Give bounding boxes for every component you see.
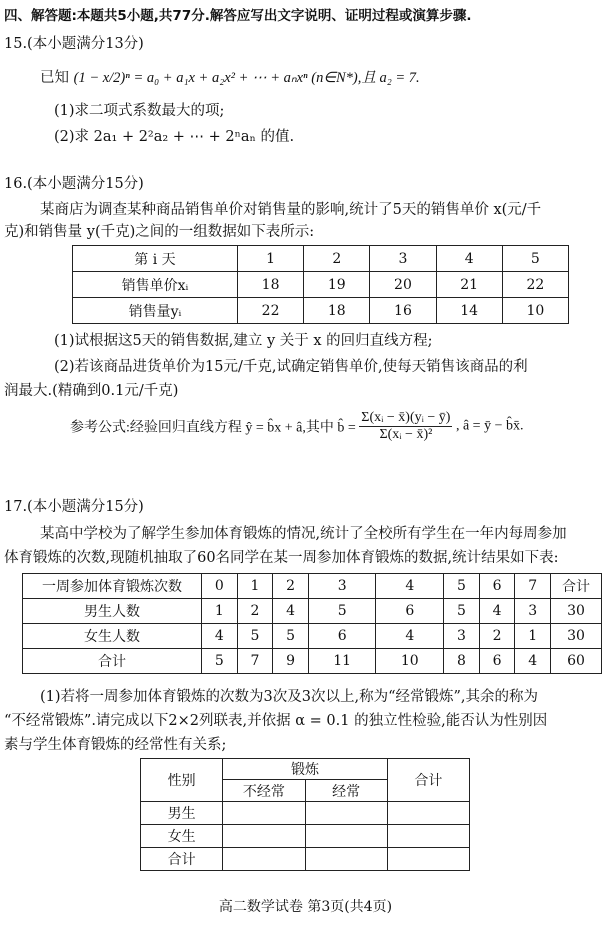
q16-intro-2: 克)和销售量 y(千克)之间的一组数据如下表所示: [4, 224, 315, 240]
q16-cell: 4 [436, 246, 502, 272]
q16-part2-b: 润最大.(精确到0.1元/千克) [4, 383, 179, 399]
q17-table-row [23, 574, 602, 599]
q17-cell: 5 [444, 599, 480, 624]
q17-row-label: 合计 [23, 649, 202, 674]
q16-part2-a: (2)若该商品进货单价为15元/千克,试确定销售单价,使每天销售该商品的利 [54, 359, 528, 375]
ct-header-total: 合计 [387, 759, 469, 802]
ct-cell [387, 848, 469, 871]
q17-cell: 4 [479, 599, 515, 624]
q17-cell: 5 [308, 599, 376, 624]
q17-cell: 3 [444, 624, 480, 649]
q17-cell: 5 [237, 624, 273, 649]
q17-cell: 8 [444, 649, 480, 674]
page-footer: 高二数学试卷 第3页(共4页) [218, 899, 393, 915]
ct-row-total: 合计 [141, 848, 223, 871]
ct-row-male: 男生 [141, 802, 223, 825]
q17-header: 17.(本小题满分15分) [4, 499, 144, 515]
q17-cell: 30 [551, 624, 602, 649]
formula-prefix: 参考公式:经验回归直线方程 ŷ = b̂x + â,其中 b̂ = [70, 420, 356, 436]
q16-cell: 18 [304, 298, 370, 324]
q16-cell: 16 [370, 298, 436, 324]
q16-cell: 5 [502, 246, 568, 272]
formula-suffix: , â = ȳ − b̂x̄. [455, 418, 524, 434]
q16-cell: 21 [436, 272, 502, 298]
formula-denominator: Σ(xᵢ − x̄)² [379, 427, 433, 442]
q17-cell: 7 [237, 649, 273, 674]
q17-cell: 5 [273, 624, 309, 649]
q17-cell: 4 [376, 574, 444, 599]
q17-row-label: 一周参加体育锻炼次数 [23, 574, 202, 599]
ct-header-exercise: 锻炼 [223, 759, 388, 780]
q16-cell: 10 [502, 298, 568, 324]
q15-header: 15.(本小题满分13分) [4, 36, 144, 52]
ct-cell [305, 848, 387, 871]
q16-cell: 2 [304, 246, 370, 272]
q17-cell: 7 [515, 574, 551, 599]
q17-cell: 1 [202, 599, 238, 624]
q17-table-row [23, 599, 602, 624]
q17-intro-2: 体育锻炼的次数,现随机抽取了60名同学在某一周参加体育锻炼的数据,统计结果如下表: [4, 550, 559, 566]
q15-stem [40, 68, 420, 88]
q15-stem-prefix: 已知 [40, 70, 69, 86]
q16-cell: 19 [304, 272, 370, 298]
q16-part1: (1)试根据这5天的销售数据,建立 y 关于 x 的回归直线方程; [54, 333, 433, 349]
q17-cell: 3 [515, 599, 551, 624]
q17-part1-c: 素与学生体育锻炼的经常性有关系; [4, 737, 227, 753]
ct-cell [305, 802, 387, 825]
q17-cell: 6 [308, 624, 376, 649]
formula-numerator: Σ(xᵢ − x̄)(yᵢ − ȳ) [361, 410, 451, 425]
q15-stem-expr: (1 − x/2)ⁿ = a₀ + a₁x + a₂x² + ⋯ + aₙxⁿ (n∈N*),且 a₂ = 7. [73, 70, 420, 86]
q17-row-label: 男生人数 [23, 599, 202, 624]
ct-cell [387, 802, 469, 825]
ct-cell [223, 825, 305, 848]
q17-table-row [23, 649, 602, 674]
q16-cell: 22 [502, 272, 568, 298]
q16-table-row [73, 298, 569, 324]
q17-cell: 4 [273, 599, 309, 624]
ct-cell [223, 848, 305, 871]
section-title: 四、解答题:本题共5小题,共77分.解答应写出文字说明、证明过程或演算步骤. [4, 8, 472, 24]
q17-cell: 合计 [551, 574, 602, 599]
q15-part2: (2)求 2a₁ + 2²a₂ + ⋯ + 2ⁿaₙ 的值. [54, 129, 295, 145]
q17-cell: 2 [237, 599, 273, 624]
q17-cell: 5 [202, 649, 238, 674]
q17-cell: 11 [308, 649, 376, 674]
q17-cell: 0 [202, 574, 238, 599]
q17-intro-1: 某高中学校为了解学生参加体育锻炼的情况,统计了全校所有学生在一年内每周参加 [40, 526, 567, 542]
q16-cell: 3 [370, 246, 436, 272]
q17-cell: 30 [551, 599, 602, 624]
q16-row-label: 销售单价xᵢ [73, 272, 238, 298]
q16-cell: 18 [238, 272, 304, 298]
q17-cell: 10 [376, 649, 444, 674]
q16-table-row [73, 246, 569, 272]
q17-part1-a: (1)若将一周参加体育锻炼的次数为3次及3次以上,称为“经常锻炼”,其余的称为 [40, 689, 539, 705]
q16-reference-formula [70, 410, 523, 443]
q16-cell: 14 [436, 298, 502, 324]
q15-part1: (1)求二项式系数最大的项; [54, 103, 225, 119]
formula-fraction [359, 410, 452, 443]
q16-row-label: 第 i 天 [73, 246, 238, 272]
ct-header-often: 经常 [305, 780, 387, 802]
q17-cell: 2 [273, 574, 309, 599]
ct-header-not-often: 不经常 [223, 780, 305, 802]
q17-cell: 4 [376, 624, 444, 649]
q17-cell: 1 [515, 624, 551, 649]
q17-cell: 4 [202, 624, 238, 649]
ct-row-female: 女生 [141, 825, 223, 848]
q16-data-table [72, 245, 569, 324]
ct-cell [305, 825, 387, 848]
q17-cell: 5 [444, 574, 480, 599]
ct-cell [223, 802, 305, 825]
q17-table-row [23, 624, 602, 649]
q17-cell: 6 [479, 574, 515, 599]
q16-intro-1: 某商店为调查某种商品销售单价对销售量的影响,统计了5天的销售单价 x(元/千 [40, 202, 542, 218]
ct-header-gender: 性别 [141, 759, 223, 802]
q17-cell: 6 [376, 599, 444, 624]
contingency-table [140, 758, 470, 871]
q17-cell: 6 [479, 649, 515, 674]
q16-row-label: 销售量yᵢ [73, 298, 238, 324]
q16-cell: 22 [238, 298, 304, 324]
q17-cell: 1 [237, 574, 273, 599]
q17-data-table [22, 573, 602, 674]
q17-cell: 3 [308, 574, 376, 599]
q16-cell: 20 [370, 272, 436, 298]
q16-table-row [73, 272, 569, 298]
q16-cell: 1 [238, 246, 304, 272]
q16-header: 16.(本小题满分15分) [4, 176, 144, 192]
q17-cell: 60 [551, 649, 602, 674]
ct-cell [387, 825, 469, 848]
q17-cell: 4 [515, 649, 551, 674]
q17-cell: 2 [479, 624, 515, 649]
q17-row-label: 女生人数 [23, 624, 202, 649]
q17-cell: 9 [273, 649, 309, 674]
q17-part1-b: “不经常锻炼”.请完成以下2×2列联表,并依据 α = 0.1 的独立性检验,能否认为性别因 [4, 713, 548, 729]
